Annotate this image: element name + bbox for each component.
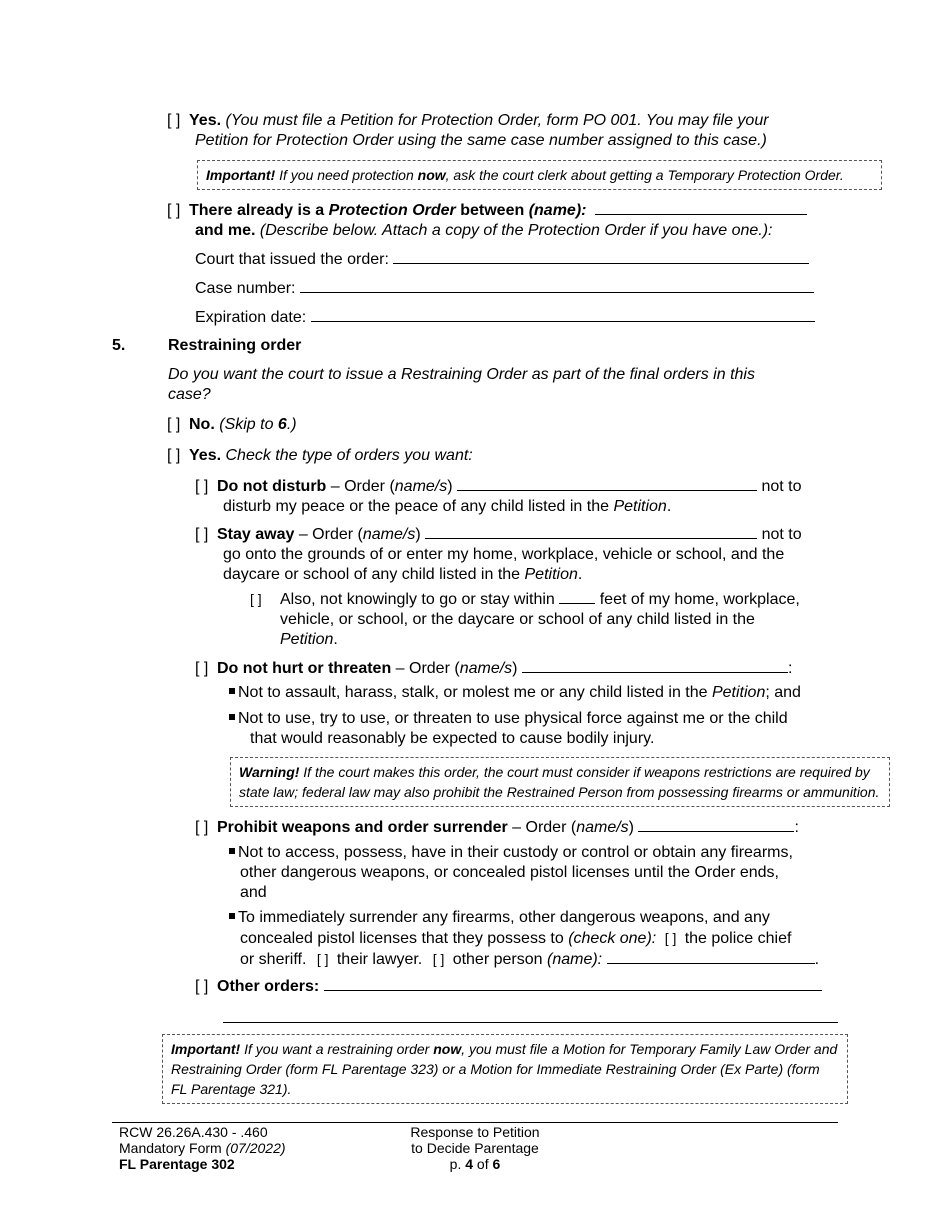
checkbox-prohibit-weapons[interactable]: [ ]	[195, 819, 209, 836]
hurt-b1-post: ; and	[765, 684, 801, 701]
sheriff-label: or sheriff.	[240, 951, 307, 968]
existing-po-name-field[interactable]	[595, 200, 807, 215]
important-label-2: Important!	[171, 1041, 241, 1057]
also-petition: Petition	[280, 631, 334, 648]
skip-text: (Skip to	[219, 416, 278, 433]
note-text: If you need protection	[275, 167, 418, 183]
restraining-note-post: , you must file a Motion for Temporary Family Law Order and	[461, 1041, 838, 1057]
option-yes-protection-order	[167, 111, 847, 151]
yes-po-text-2: Petition for Protection Order using the same case number assigned to this case.)	[195, 132, 767, 149]
hurt-b1: Not to assault, harass, stalk, or molest me or any child listed in the	[238, 684, 712, 701]
stay-also-option	[250, 589, 850, 650]
check-one: (check one):	[568, 930, 657, 947]
restraining-note-line2: Restraining Order (form FL Parentage 323) or a Motion for Immediate Restraining Order (Ex Parte) (form	[171, 1061, 820, 1077]
other-orders	[195, 976, 845, 997]
page-total: 6	[492, 1156, 501, 1172]
note-now: now	[417, 167, 446, 183]
warning-note	[230, 757, 890, 807]
expiration-date-row	[195, 307, 815, 328]
dnd-not-to: not to	[761, 478, 802, 495]
important-label: Important!	[206, 167, 276, 183]
stay-close: )	[415, 526, 421, 543]
stay-order: – Order (	[294, 526, 363, 543]
hurt-order: – Order (	[391, 660, 460, 677]
expiration-date-field[interactable]	[311, 307, 815, 322]
weapons-names: name/s	[576, 819, 629, 836]
warning-label: Warning!	[239, 764, 300, 780]
checkbox-police-chief[interactable]: [ ]	[664, 930, 677, 946]
option-yes	[167, 446, 473, 466]
warning-line1: If the court makes this order, the court must consider if weapons restrictions are required by	[299, 764, 870, 780]
checkbox-yes[interactable]: [ ]	[167, 447, 181, 464]
dnd-order: – Order (	[326, 478, 395, 495]
checkbox-existing-po[interactable]: [ ]	[167, 202, 181, 219]
lawyer-label: their lawyer.	[336, 951, 423, 968]
footer-center	[395, 1124, 555, 1172]
bullet-icon	[229, 848, 235, 854]
existing-po-describe: (Describe below. Attach a copy of the Protection Order if you have one.):	[255, 222, 773, 239]
stay-line2: go onto the grounds of or enter my home, workplace, vehicle or school, and the	[223, 546, 785, 563]
hurt-close: )	[512, 660, 518, 677]
skip-number: 6	[277, 416, 287, 433]
question-line-2: case?	[168, 386, 211, 403]
no-label: No.	[189, 416, 215, 433]
yes-label-5: Yes.	[189, 447, 222, 464]
court-issued-row	[195, 249, 809, 270]
weapons-order: – Order (	[507, 819, 577, 836]
yes-po-text-1: (You must file a Petition for Protection Order, form PO 001. You may file your	[225, 112, 769, 129]
hurt-b2-l1: Not to use, try to use, or threaten to use physical force against me or the child	[238, 710, 788, 727]
weapons-bullet-2	[229, 908, 869, 970]
yes-label: Yes.	[189, 112, 222, 129]
order-stay-away	[195, 524, 845, 585]
checkbox-yes-protection[interactable]: [ ]	[167, 112, 181, 129]
page-number: 4	[465, 1156, 474, 1172]
weapons-title: Prohibit weapons and order surrender	[217, 819, 508, 836]
existing-po-and-me: and me.	[195, 222, 256, 239]
bullet-icon	[229, 714, 235, 720]
checkbox-do-not-hurt[interactable]: [ ]	[195, 660, 209, 677]
section-5-title: Restraining order	[168, 337, 302, 354]
weapons-b2-l1: To immediately surrender any firearms, other dangerous weapons, and any	[238, 909, 770, 926]
skip-text-end: .)	[286, 416, 297, 433]
weapons-colon: :	[794, 819, 799, 836]
order-do-not-disturb	[195, 476, 845, 517]
other-orders-field-2[interactable]	[223, 1022, 838, 1023]
hurt-names: name/s	[459, 660, 513, 677]
dnd-petition: Petition	[613, 498, 667, 515]
dnd-names: name/s	[394, 478, 448, 495]
also-text-2: vehicle, or school, or the daycare or school of any child listed in the	[280, 611, 755, 628]
weapons-b2-l2: concealed pistol licenses that they possess to	[240, 930, 569, 947]
hurt-bullet-2	[229, 709, 849, 749]
page-pre: p.	[449, 1156, 466, 1172]
existing-po-between: between	[455, 202, 529, 219]
restraining-note-pre: If you want a restraining order	[240, 1041, 434, 1057]
weapons-period: .	[814, 951, 820, 968]
case-number-field[interactable]	[300, 278, 814, 293]
question-line-1: Do you want the court to issue a Restraining Order as part of the final orders in this	[168, 366, 755, 383]
stay-name-field[interactable]	[425, 524, 757, 539]
hurt-colon: :	[787, 660, 793, 677]
footer-form-id: FL Parentage 302	[119, 1156, 235, 1172]
restraining-note-now: now	[433, 1041, 462, 1057]
dnd-name-field[interactable]	[457, 476, 757, 491]
footer-rcw: RCW 26.26A.430 - .460	[119, 1124, 268, 1140]
existing-po-text: There already is a	[189, 202, 329, 219]
other-name-label: (name):	[546, 951, 603, 968]
other-person-label: other person	[452, 951, 543, 968]
stay-line3: daycare or school of any child listed in the	[223, 566, 525, 583]
weapons-b1-l1: Not to access, possess, have in their custody or control or obtain any firearms,	[238, 844, 793, 861]
feet-field[interactable]	[559, 589, 595, 604]
footer-title2: to Decide Parentage	[411, 1140, 539, 1156]
hurt-b2-l2: that would reasonably be expected to cause bodily injury.	[250, 730, 655, 747]
important-note-restraining	[162, 1034, 848, 1104]
bullet-icon	[229, 688, 235, 694]
dnd-title: Do not disturb	[217, 478, 327, 495]
court-issued-label: Court that issued the order:	[195, 251, 389, 268]
weapons-bullet-1	[229, 843, 849, 903]
hurt-bullet-1	[229, 683, 849, 703]
weapons-b1-l3: and	[240, 884, 267, 901]
other-orders-field-1[interactable]	[324, 976, 822, 991]
section-5-question	[168, 365, 838, 405]
existing-po-name-label: (name):	[528, 202, 587, 219]
checkbox-do-not-disturb[interactable]: [ ]	[195, 478, 209, 495]
weapons-close: )	[628, 819, 634, 836]
hurt-title: Do not hurt or threaten	[217, 660, 392, 677]
weapons-name-field[interactable]	[638, 817, 794, 832]
checkbox-other-orders[interactable]: [ ]	[195, 978, 209, 995]
footer-title1: Response to Petition	[410, 1124, 540, 1140]
hurt-name-field[interactable]	[522, 658, 788, 673]
restraining-note-line3: FL Parentage 321).	[171, 1081, 292, 1097]
police-chief-label: the police chief	[684, 930, 792, 947]
also-text-1: Also, not knowingly to go or stay within	[280, 591, 555, 608]
also-text-1b: feet of my home, workplace,	[599, 591, 800, 608]
note-text-post: , ask the court clerk about getting a Temporary Protection Order.	[445, 167, 844, 183]
bullet-icon	[229, 913, 235, 919]
footer-date: (07/2022)	[225, 1140, 286, 1156]
stay-names: name/s	[362, 526, 416, 543]
weapons-b1-l2: other dangerous weapons, or concealed pistol licenses until the Order ends,	[240, 864, 779, 881]
option-no	[167, 415, 297, 435]
court-issued-field[interactable]	[393, 249, 809, 264]
order-do-not-hurt	[195, 658, 845, 679]
footer-mandatory: Mandatory Form	[119, 1140, 226, 1156]
dnd-period: .	[666, 498, 672, 515]
other-person-field[interactable]	[607, 949, 815, 964]
order-prohibit-weapons	[195, 817, 845, 838]
footer-left	[119, 1124, 286, 1172]
case-number-label: Case number:	[195, 280, 296, 297]
expiration-date-label: Expiration date:	[195, 309, 307, 326]
important-note-protection	[197, 160, 882, 190]
dnd-line2: disturb my peace or the peace of any child listed in the	[223, 498, 614, 515]
page-of: of	[473, 1156, 493, 1172]
warning-line2: state law; federal law may also prohibit the Restrained Person from possessing firearms or ammunition.	[239, 784, 880, 800]
checkbox-also[interactable]: [ ]	[250, 591, 262, 607]
yes-check-text: Check the type of orders you want:	[225, 447, 473, 464]
checkbox-no[interactable]: [ ]	[167, 416, 181, 433]
checkbox-other-person[interactable]: [ ]	[432, 951, 445, 967]
hurt-b1-petition: Petition	[711, 684, 766, 701]
footer-rule	[112, 1122, 838, 1123]
other-orders-label: Other orders:	[217, 978, 320, 995]
case-number-row	[195, 278, 814, 299]
also-period: .	[333, 631, 338, 648]
checkbox-stay-away[interactable]: [ ]	[195, 526, 209, 543]
stay-petition: Petition	[524, 566, 578, 583]
stay-period: .	[577, 566, 583, 583]
section-5-number: 5.	[112, 337, 126, 354]
stay-not-to: not to	[761, 526, 802, 543]
existing-po-title: Protection Order	[328, 202, 456, 219]
checkbox-their-lawyer[interactable]: [ ]	[316, 951, 329, 967]
option-existing-protection-order	[167, 200, 857, 241]
dnd-close: )	[447, 478, 453, 495]
stay-title: Stay away	[217, 526, 295, 543]
